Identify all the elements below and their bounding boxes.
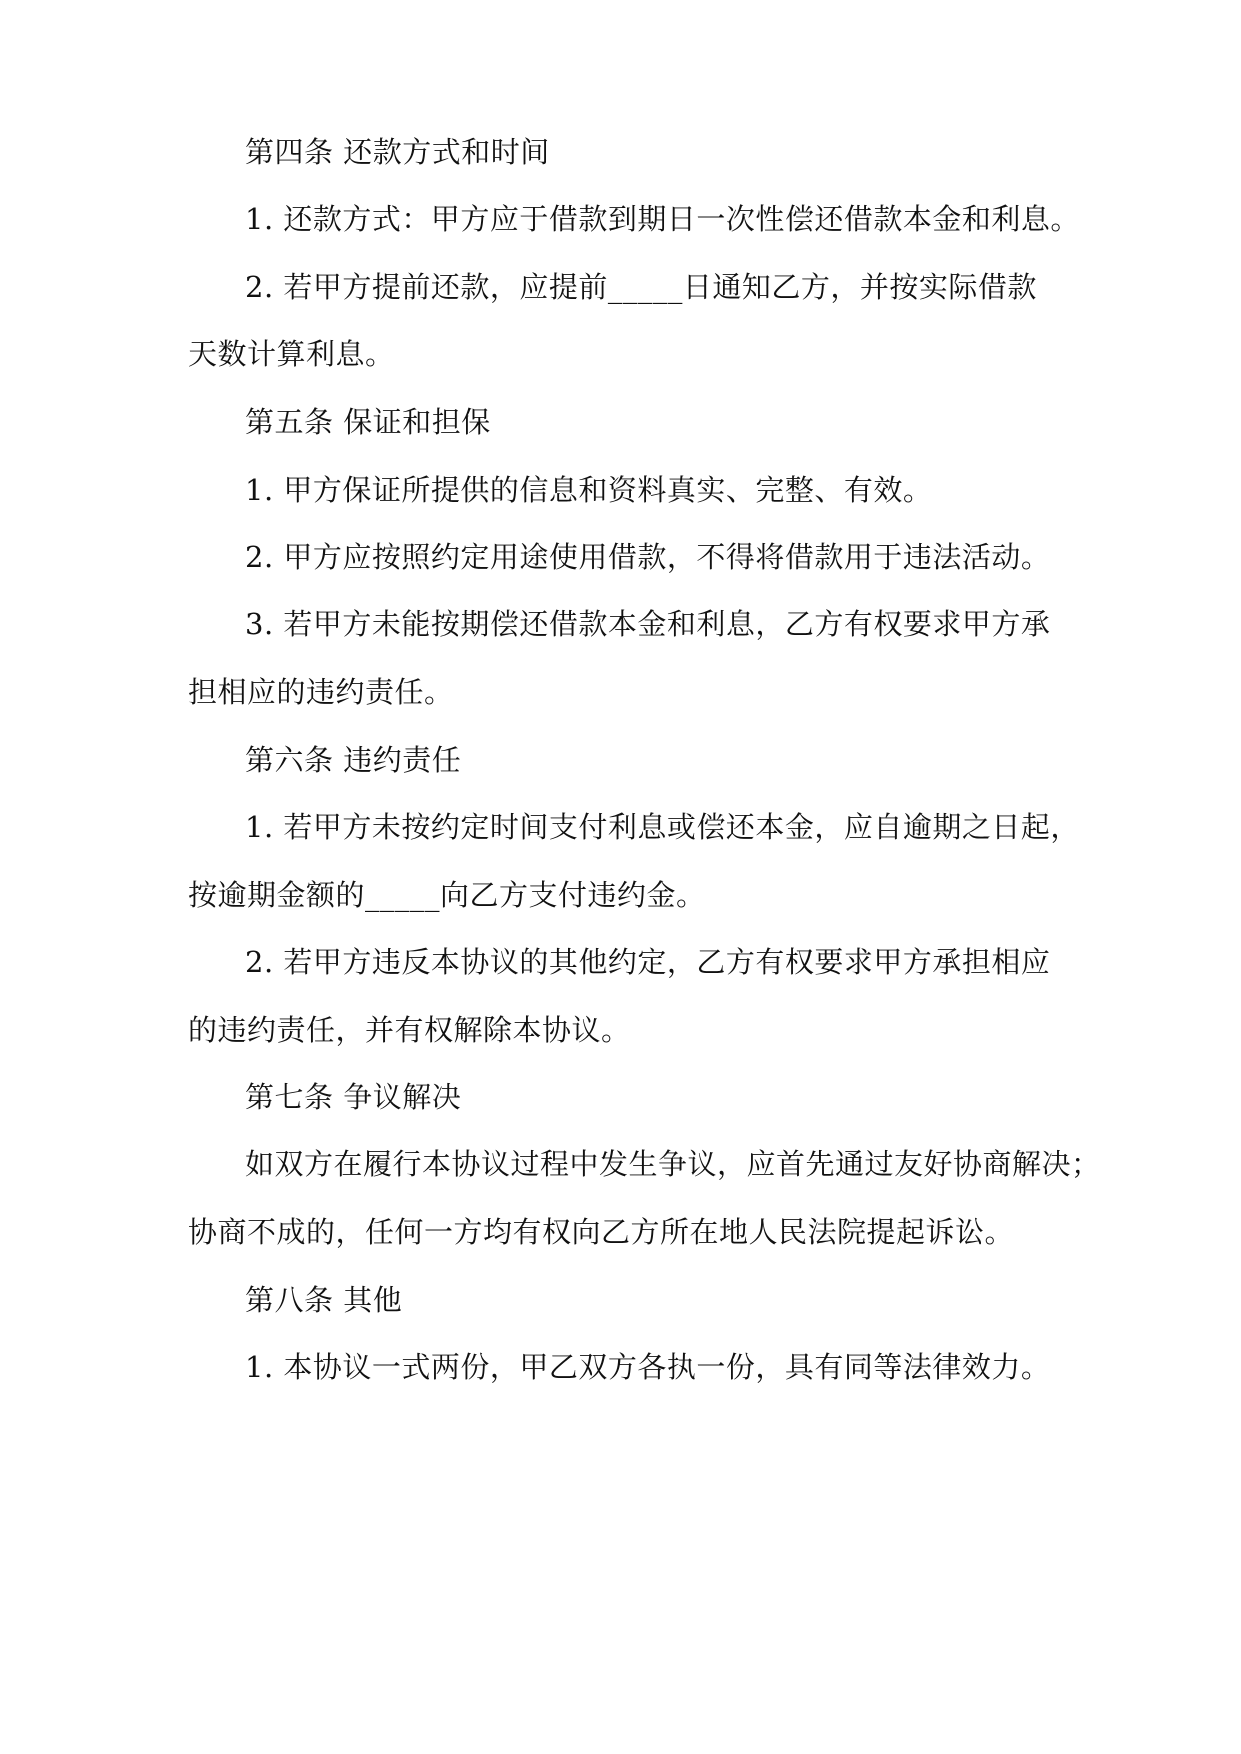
article-7-paragraph: 如双方在履行本协议过程中发生争议，应首先通过友好协商解决； [245, 1147, 1101, 1181]
article-7-heading: 第七条 争议解决 [245, 1080, 462, 1114]
article-5-clause-2: 2. 甲方应按照约定用途使用借款，不得将借款用于违法活动。 [245, 540, 1051, 574]
article-8-clause-1: 1. 本协议一式两份，甲乙双方各执一份，具有同等法律效力。 [245, 1350, 1051, 1384]
article-4-heading: 第四条 还款方式和时间 [245, 135, 550, 169]
article-5-clause-1: 1. 甲方保证所提供的信息和资料真实、完整、有效。 [245, 473, 933, 507]
article-4-clause-2-cont: 天数计算利息。 [188, 337, 395, 371]
article-5-heading: 第五条 保证和担保 [245, 405, 491, 439]
article-5-clause-3: 3. 若甲方未能按期偿还借款本金和利息，乙方有权要求甲方承 [245, 607, 1051, 641]
article-6-clause-2: 2. 若甲方违反本协议的其他约定，乙方有权要求甲方承担相应 [245, 945, 1051, 979]
article-4-clause-2: 2. 若甲方提前还款，应提前_____日通知乙方，并按实际借款 [245, 270, 1037, 304]
article-6-clause-1-cont: 按逾期金额的_____向乙方支付违约金。 [188, 878, 706, 912]
article-6-heading: 第六条 违约责任 [245, 743, 462, 777]
article-8-heading: 第八条 其他 [245, 1283, 403, 1317]
article-5-clause-3-cont: 担相应的违约责任。 [188, 675, 454, 709]
article-4-clause-1: 1. 还款方式：甲方应于借款到期日一次性偿还借款本金和利息。 [245, 202, 1080, 236]
article-7-paragraph-cont: 协商不成的，任何一方均有权向乙方所在地人民法院提起诉讼。 [188, 1215, 1015, 1249]
article-6-clause-1: 1. 若甲方未按约定时间支付利息或偿还本金，应自逾期之日起， [245, 810, 1080, 844]
article-6-clause-2-cont: 的违约责任，并有权解除本协议。 [188, 1013, 631, 1047]
